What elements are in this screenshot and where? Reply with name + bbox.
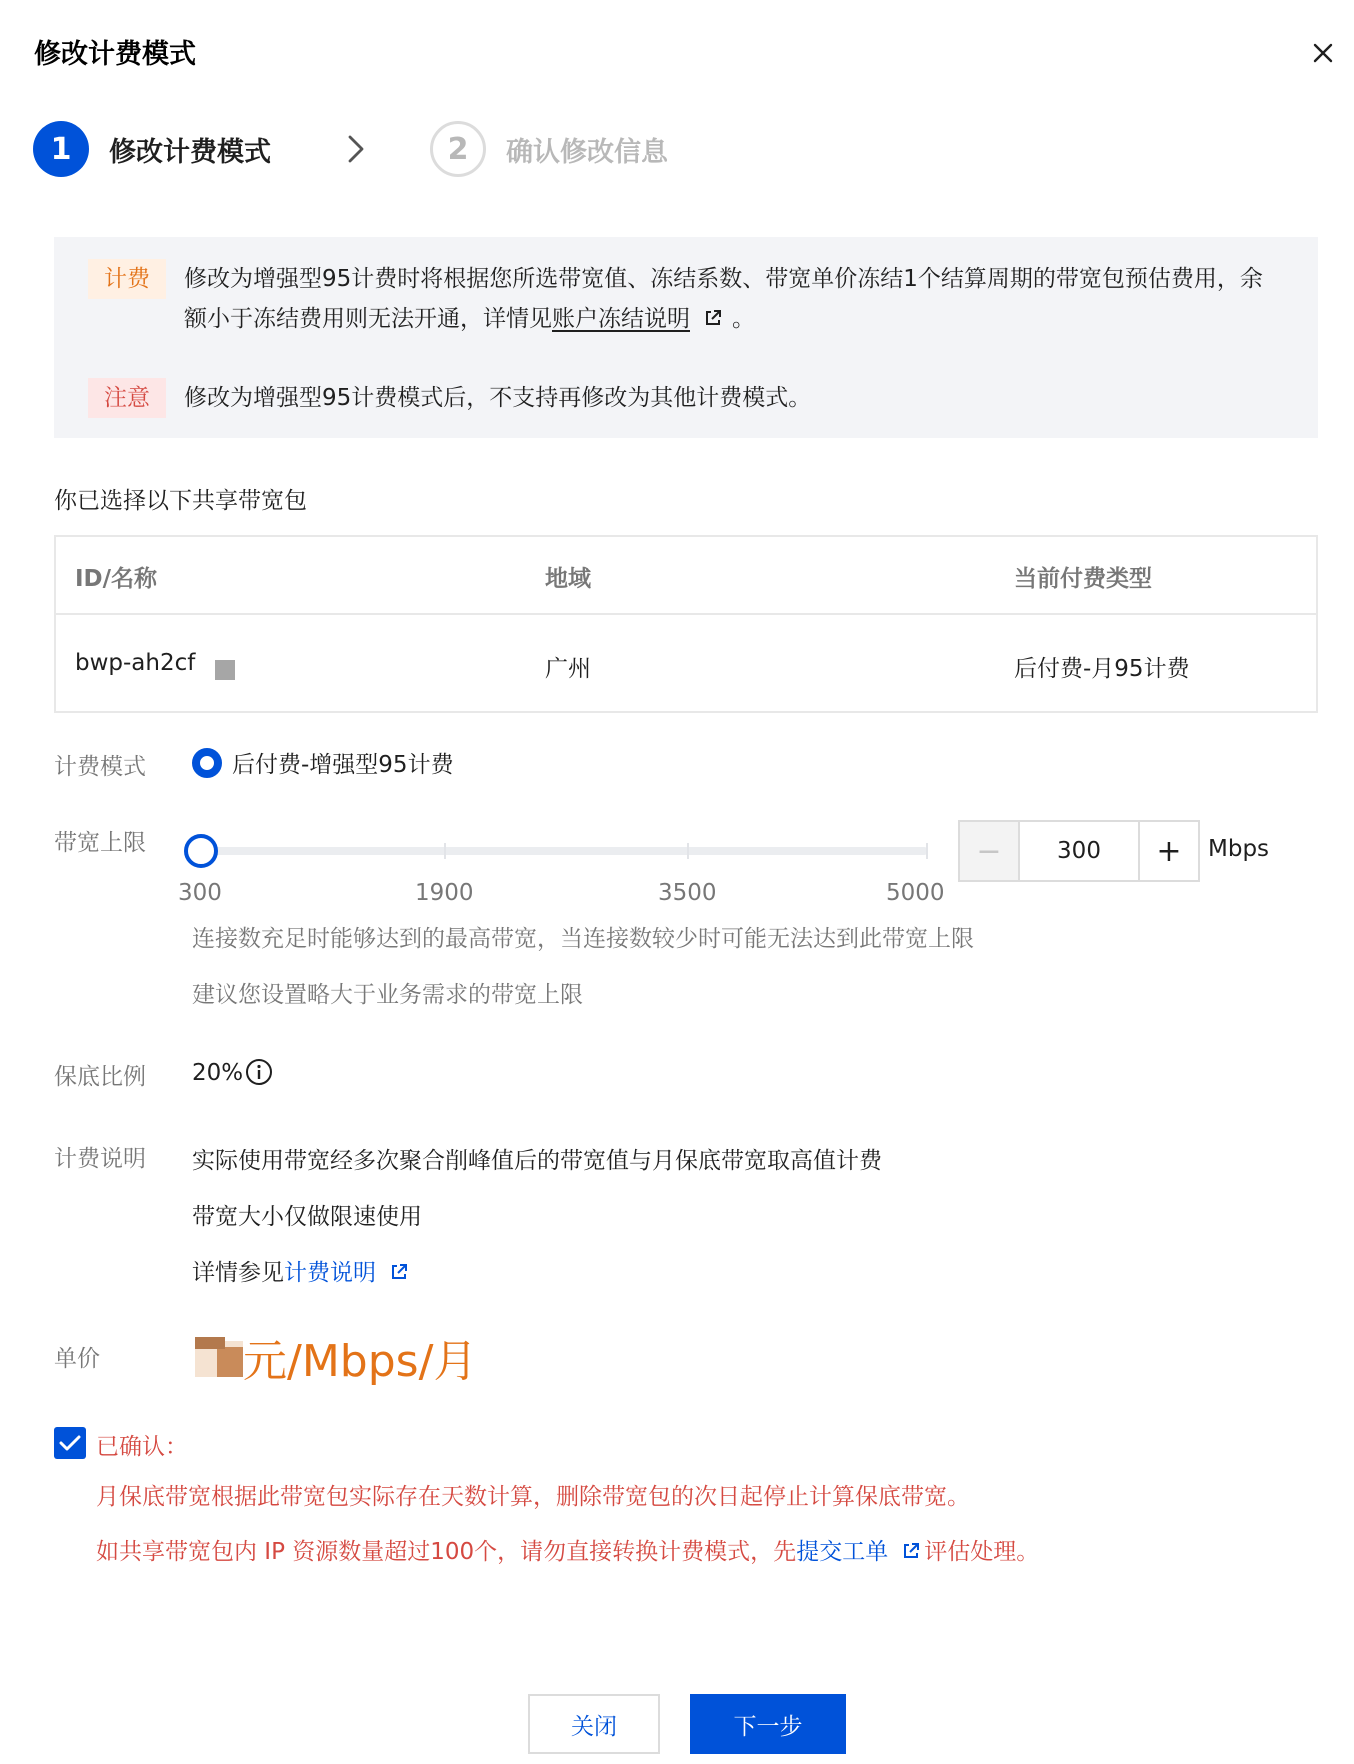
confirm-warning-1: 月保底带宽根据此带宽包实际存在天数计算，删除带宽包的次日起停止计算保底带宽。 bbox=[96, 1484, 970, 1510]
submit-ticket-link[interactable]: 提交工单 bbox=[796, 1539, 889, 1565]
slider-mark: 300 bbox=[178, 880, 222, 906]
bandwidth-input[interactable] bbox=[1020, 822, 1138, 880]
bandwidth-slider-handle[interactable] bbox=[184, 834, 218, 868]
step-2-label: 确认修改信息 bbox=[506, 136, 668, 168]
billing-desc-prefix: 详情参见 bbox=[192, 1260, 284, 1286]
billing-mode-radio[interactable] bbox=[192, 746, 454, 779]
price-display bbox=[195, 1325, 477, 1389]
close-button[interactable]: 关闭 bbox=[528, 1694, 660, 1754]
slider-tick bbox=[926, 843, 928, 859]
billing-mode-option: 后付费-增强型95计费 bbox=[232, 752, 454, 778]
bandwidth-stepper bbox=[958, 820, 1200, 882]
account-freeze-link[interactable]: 账户冻结说明 bbox=[552, 306, 690, 332]
billing-mode-label: 计费模式 bbox=[54, 754, 146, 780]
bandwidth-label: 带宽上限 bbox=[54, 830, 146, 856]
column-header-pay-type: 当前付费类型 bbox=[1014, 566, 1152, 592]
row-pay-type: 后付费-月95计费 bbox=[1014, 656, 1190, 682]
row-region: 广州 bbox=[545, 656, 591, 682]
increment-button[interactable]: + bbox=[1138, 822, 1198, 880]
step-2-number: 2 bbox=[430, 121, 486, 177]
column-header-id: ID/名称 bbox=[75, 566, 158, 592]
note-tag: 注意 bbox=[88, 378, 166, 418]
next-step-button[interactable]: 下一步 bbox=[690, 1694, 846, 1754]
bandwidth-unit: Mbps bbox=[1208, 836, 1270, 862]
fee-tag: 计费 bbox=[88, 259, 166, 299]
billing-doc-link[interactable]: 计费说明 bbox=[284, 1260, 376, 1286]
slider-mark: 5000 bbox=[886, 880, 945, 906]
step-1-number: 1 bbox=[33, 121, 89, 177]
external-link-icon[interactable] bbox=[902, 1542, 920, 1560]
billing-desc-line3 bbox=[192, 1254, 418, 1287]
billing-desc-line2: 带宽大小仅做限速使用 bbox=[192, 1204, 422, 1230]
fee-text: 修改为增强型95计费时将根据您所选带宽值、冻结系数、带宽单价冻结1个结算周期的带宽包预估费用，余额小于冻结费用则无法开通，详情见 bbox=[184, 266, 1263, 332]
check-icon bbox=[59, 1434, 81, 1452]
external-link-icon[interactable] bbox=[704, 309, 722, 327]
package-id: bwp-ah2cf bbox=[75, 650, 196, 676]
close-icon[interactable] bbox=[1312, 42, 1334, 64]
step-2 bbox=[430, 120, 668, 178]
step-1 bbox=[33, 120, 271, 178]
billing-desc-label: 计费说明 bbox=[54, 1146, 146, 1172]
decrement-button[interactable]: − bbox=[960, 822, 1020, 880]
step-1-label: 修改计费模式 bbox=[109, 136, 271, 168]
dialog-title: 修改计费模式 bbox=[34, 39, 196, 70]
price-label: 单价 bbox=[54, 1346, 100, 1372]
confirm-warning-2 bbox=[96, 1533, 1039, 1566]
note-text: 修改为增强型95计费模式后，不支持再修改为其他计费模式。 bbox=[184, 385, 812, 411]
slider-mark: 1900 bbox=[415, 880, 474, 906]
radio-checked[interactable] bbox=[192, 748, 222, 778]
slider-tick bbox=[687, 843, 689, 859]
fee-notice-text bbox=[184, 259, 1274, 339]
selection-title: 你已选择以下共享带宽包 bbox=[54, 488, 307, 514]
bandwidth-help-1: 连接数充足时能够达到的最高带宽，当连接数较少时可能无法达到此带宽上限 bbox=[192, 926, 974, 952]
warning-2-prefix: 如共享带宽包内 IP 资源数量超过100个，请勿直接转换计费模式，先 bbox=[96, 1539, 797, 1565]
row-id-cell bbox=[75, 650, 235, 680]
guarantee-value: 20% bbox=[192, 1060, 244, 1086]
fee-text-end: 。 bbox=[732, 306, 755, 332]
price-value-masked bbox=[195, 1337, 243, 1377]
billing-notice bbox=[54, 237, 1318, 438]
billing-desc-line1: 实际使用带宽经多次聚合削峰值后的带宽值与月保底带宽取高值计费 bbox=[192, 1148, 882, 1174]
bandwidth-help-2: 建议您设置略大于业务需求的带宽上限 bbox=[192, 982, 583, 1008]
guarantee-value-wrap bbox=[192, 1058, 273, 1086]
package-name-placeholder bbox=[215, 660, 235, 680]
price-unit: 元/Mbps/月 bbox=[243, 1336, 478, 1387]
slider-mark: 3500 bbox=[658, 880, 717, 906]
chevron-right-icon bbox=[346, 134, 366, 164]
guarantee-label: 保底比例 bbox=[54, 1064, 146, 1090]
warning-2-suffix: 评估处理。 bbox=[924, 1539, 1040, 1565]
confirm-label: 已确认： bbox=[96, 1434, 188, 1460]
slider-tick bbox=[444, 843, 446, 859]
bandwidth-slider-track[interactable] bbox=[201, 847, 928, 855]
external-link-icon[interactable] bbox=[390, 1263, 408, 1281]
info-icon[interactable] bbox=[245, 1058, 273, 1086]
confirm-checkbox[interactable] bbox=[54, 1427, 86, 1459]
column-header-region: 地域 bbox=[545, 566, 591, 592]
